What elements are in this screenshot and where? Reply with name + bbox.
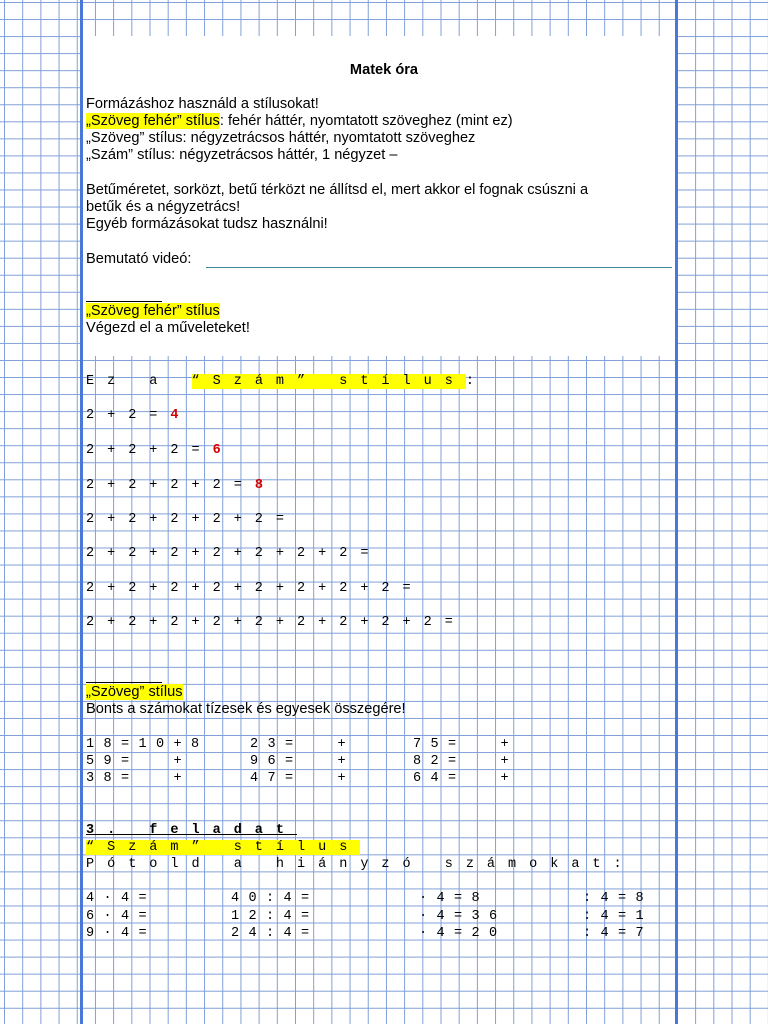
decompose-cell[interactable]: 82= + [413, 754, 519, 769]
decompose-cell[interactable]: 23= + [250, 737, 356, 752]
sum-row[interactable] [86, 580, 424, 597]
decompose-cell[interactable]: 59= + [86, 754, 192, 769]
sum-row[interactable] [86, 477, 276, 494]
missing-cell[interactable]: ·4=20 [419, 926, 507, 941]
sum-expression: 2+2+2+2+2+2+2+2+2= [86, 615, 466, 630]
intro-line-1: Formázáshoz használd a stílusokat! [86, 96, 319, 112]
sum-row[interactable] [86, 407, 192, 424]
missing-cell[interactable]: ·4=8 [419, 891, 490, 906]
task-3-label: 3. feladat [86, 823, 298, 838]
video-link-field[interactable] [206, 267, 672, 268]
missing-cell[interactable]: :4=1 [583, 909, 654, 924]
decompose-cell[interactable]: 47= + [250, 771, 356, 786]
missing-cell[interactable]: 6·4= [86, 909, 157, 924]
missing-cell[interactable]: 9·4= [86, 926, 157, 941]
intro-line-5: Betűméretet, sorközt, betű térközt ne állítsd el, mert akkor el fognak csúszni a [86, 182, 589, 198]
missing-cell[interactable]: :4=7 [583, 926, 654, 941]
video-label: Bemutató videó: [86, 251, 192, 267]
sum-expression: 2+2+2= [86, 443, 213, 458]
missing-cell[interactable]: 40:4= [231, 891, 319, 906]
missing-cell[interactable]: 4·4= [86, 891, 157, 906]
right-margin-line [675, 0, 678, 1024]
sum-expression: 2+2= [86, 408, 171, 423]
sum-expression: 2+2+2+2= [86, 478, 255, 493]
section3-instruction: Pótold a hiányzó számokat: [86, 857, 635, 872]
divider-line [86, 301, 162, 302]
decompose-cell[interactable]: 18=10+8 [86, 737, 209, 752]
sum-expression: 2+2+2+2+2+2+2= [86, 546, 382, 561]
sum-answer: 8 [254, 478, 276, 493]
intro-line-3: „Szöveg” stílus: négyzetrácsos háttér, nyomtatott szöveghez [86, 130, 476, 146]
section3-style-label: “Szám” stílus [86, 840, 361, 855]
missing-cell[interactable]: 12:4= [231, 909, 319, 924]
sum-expression: 2+2+2+2+2= [86, 512, 298, 527]
sum-row[interactable] [86, 545, 381, 562]
section1-instruction: Végezd el a műveleteket! [86, 320, 250, 336]
sum-expression: 2+2+2+2+2+2+2+2= [86, 581, 424, 596]
sum-row[interactable] [86, 442, 234, 459]
intro-line-4: „Szám” stílus: négyzetrácsos háttér, 1 négyzet – [86, 147, 398, 163]
decompose-cell[interactable]: 96= + [250, 754, 356, 769]
missing-cell[interactable]: 24:4= [231, 926, 319, 941]
style-name-highlight: „Szöveg fehér” stílus [86, 113, 220, 129]
intro-line-6: betűk és a négyzetrács! [86, 199, 241, 215]
missing-cell[interactable]: ·4=36 [419, 909, 507, 924]
intro-line-2 [86, 113, 513, 130]
decompose-cell[interactable]: 64= + [413, 771, 519, 786]
sum-row[interactable] [86, 511, 297, 528]
sum-row[interactable] [86, 614, 466, 631]
sum-answer: 4 [170, 408, 192, 423]
style-description: : fehér háttér, nyomtatott szöveghez (mint ez) [219, 113, 513, 129]
divider-line-2 [86, 682, 162, 683]
szam-style-line: Ez a “Szám” stílus: [86, 374, 487, 389]
missing-cell[interactable]: :4=8 [583, 891, 654, 906]
section2-style-label: „Szöveg” stílus [86, 684, 183, 700]
page-title: Matek óra [349, 62, 419, 78]
intro-line-7: Egyéb formázásokat tudsz használni! [86, 216, 328, 232]
sum-answer: 6 [212, 443, 234, 458]
section2-instruction: Bonts a számokat tízesek és egyesek összegére! [86, 701, 406, 717]
section1-style-label: „Szöveg fehér” stílus [86, 303, 220, 319]
decompose-cell[interactable]: 75= + [413, 737, 519, 752]
decompose-cell[interactable]: 38= + [86, 771, 192, 786]
